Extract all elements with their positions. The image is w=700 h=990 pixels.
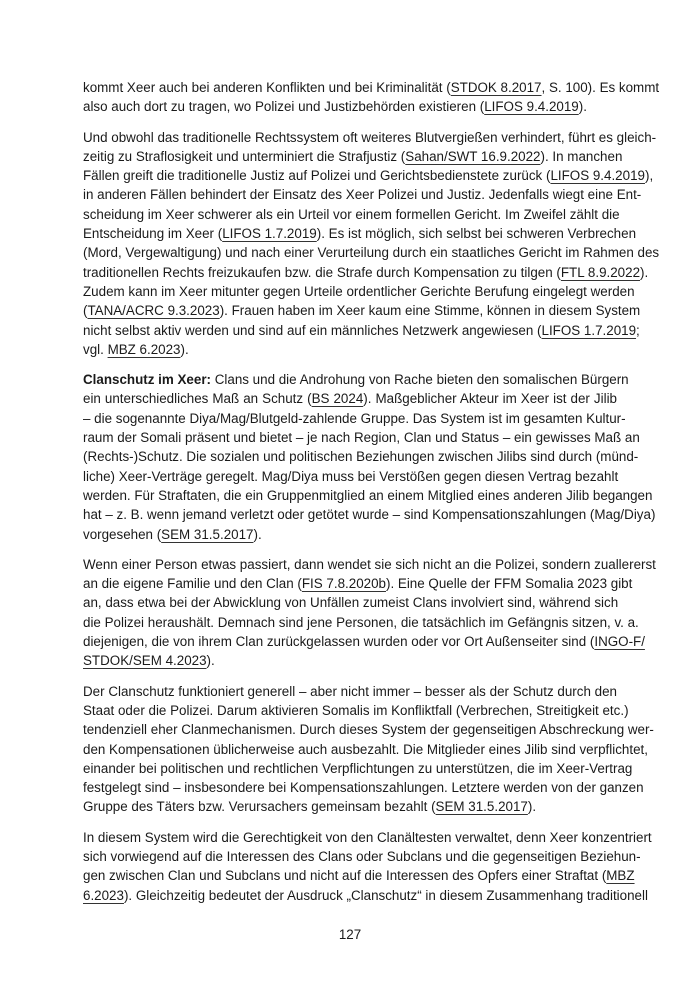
body-text: ). <box>527 799 537 815</box>
text-line <box>83 740 648 759</box>
body-text: ), <box>644 168 654 184</box>
body-text: den Kompensationen üblicherweise auch ausbezahlt. Die Mitglieder eines Jilib sind verpflichtet, <box>83 741 648 757</box>
text-line <box>83 555 656 574</box>
text-line <box>83 886 648 905</box>
text-line <box>83 128 657 147</box>
text-line <box>83 651 617 670</box>
citation-link[interactable]: LIFOS 9.4.2019 <box>484 99 579 115</box>
body-text: traditionellen Rechts freizukaufen bzw. die Strafe durch Kompensation zu tilgen ( <box>83 264 561 280</box>
text-line <box>83 525 617 544</box>
text-line <box>83 574 633 593</box>
text-line <box>83 866 635 885</box>
citation-link[interactable]: TANA/ACRC 9.3.2023 <box>87 303 220 319</box>
citation-link[interactable]: STDOK/SEM 4.2023 <box>83 653 207 669</box>
body-text: diejenigen, die von ihrem Clan zurückgelassen wurden oder vor Ort Außenseiter sind ( <box>83 634 595 650</box>
body-text: liche) Xeer-Verträge geregelt. Mag/Diya muss bei Verstößen gegen diesen Vertrag bezahlt <box>83 468 619 484</box>
page-number: 127 <box>338 927 362 942</box>
citation-link[interactable]: SEM 31.5.2017 <box>435 799 528 815</box>
citation-link[interactable]: Sahan/SWT 16.9.2022 <box>405 148 541 164</box>
citation-link[interactable]: FIS 7.8.2020b <box>301 576 386 592</box>
body-text: Clans und die Androhung von Rache bieten den somalischen Bürgern <box>211 372 629 388</box>
text-line <box>83 486 653 505</box>
body-text: vorgesehen ( <box>83 526 162 542</box>
body-text: Entscheidung im Xeer ( <box>83 226 223 242</box>
document-body <box>83 78 660 916</box>
citation-link[interactable]: LIFOS 9.4.2019 <box>550 168 645 184</box>
body-text: Gruppe des Täters bzw. Verursachers gemeinsam bezahlt ( <box>83 799 436 815</box>
body-text: ein unterschiedliches Maß an Schutz ( <box>83 391 312 407</box>
paragraph <box>83 555 656 671</box>
citation-link[interactable]: SEM 31.5.2017 <box>161 526 254 542</box>
body-text: (Rechts-)Schutz. Die sozialen und politischen Beziehungen zwischen Jilibs sind durch (münd- <box>83 449 639 465</box>
text-line <box>83 778 644 797</box>
body-text: ( <box>83 303 88 319</box>
body-text: ). Es ist möglich, sich selbst bei schweren Verbrechen <box>316 226 637 242</box>
body-text: an, dass etwa bei der Abwicklung von Unfällen zumeist Clans involviert sind, während sich <box>83 595 619 611</box>
body-text: die Polizei heraushält. Demnach sind jene Personen, die tatsächlich im Gefängnis sitzen, v. a. <box>83 614 639 630</box>
text-line <box>83 301 641 320</box>
text-line <box>83 243 660 262</box>
body-text: kommt Xeer auch bei anderen Konflikten und bei Kriminalität ( <box>83 80 451 95</box>
citation-link[interactable]: INGO-F/ <box>594 634 645 650</box>
text-line <box>83 409 626 428</box>
text-line <box>83 682 617 701</box>
text-line <box>83 321 640 340</box>
text-line <box>83 389 617 408</box>
citation-link[interactable]: BS 2024 <box>311 391 364 407</box>
body-text: an die eigene Familie und den Clan ( <box>83 576 302 592</box>
text-line <box>83 797 617 816</box>
body-text: Staat oder die Polizei. Darum aktivieren Somalis im Konfliktfall (Verbrechen, Streitigkeit etc.) <box>83 702 629 718</box>
body-text: In diesem System wird die Gerechtigkeit von den Clanältesten verwaltet, denn Xeer konzentriert <box>83 829 652 845</box>
citation-link[interactable]: 6.2023 <box>83 887 124 903</box>
body-text: hat – z. B. wenn jemand verletzt oder getötet wurde – sind Kompensationszahlungen (Mag/Diya) <box>83 507 656 523</box>
body-text: – die sogenannte Diya/Mag/Blutgeld-zahlende Gruppe. Das System ist im gesamten Kultur- <box>83 410 626 426</box>
body-text: ; <box>636 322 640 338</box>
text-line <box>83 147 623 166</box>
text-line <box>83 370 629 389</box>
citation-link[interactable]: MBZ 6.2023 <box>107 341 181 357</box>
text-line <box>83 263 649 282</box>
paragraph <box>83 370 656 544</box>
body-text: ). Maßgeblicher Akteur im Xeer ist der Jilib <box>363 391 617 407</box>
citation-link[interactable]: FTL 8.9.2022 <box>560 264 641 280</box>
text-line <box>83 613 639 632</box>
paragraph <box>83 682 654 817</box>
paragraph <box>83 128 660 360</box>
body-text: einander bei politischen und rechtlichen Verpflichtungen zu unterstützen, die im Xeer-Vertrag <box>83 760 633 776</box>
citation-link[interactable]: MBZ <box>606 868 635 884</box>
body-text: Zudem kann im Xeer mitunter gegen Urteile ordentlicher Gerichte Berufung eingelegt werden <box>83 283 635 299</box>
body-text: also auch dort zu tragen, wo Polizei und Justizbehörden existieren ( <box>83 99 485 115</box>
body-text: Wenn einer Person etwas passiert, dann wendet sie sich nicht an die Polizei, sondern zuallererst <box>83 556 656 572</box>
text-line <box>83 428 640 447</box>
paragraph <box>83 828 652 905</box>
body-text: festgelegt sind – insbesondere bei Kompensationszahlungen. Letztere werden von der ganzen <box>83 780 644 796</box>
body-text: Und obwohl das traditionelle Rechtssystem oft weiteres Blutvergießen verhindert, führt es gleich- <box>83 129 657 145</box>
body-text: ). <box>180 341 189 357</box>
body-text: ). <box>253 526 262 542</box>
text-line <box>83 632 645 651</box>
text-line <box>83 828 652 847</box>
body-text: ). Eine Quelle der FFM Somalia 2023 gibt <box>385 576 633 592</box>
body-text: tendenziell eher Clanmechanismen. Durch dieses System der gegenseitigen Abschreckung wer- <box>83 722 654 738</box>
body-text: ). Gleichzeitig bedeutet der Ausdruck „Clanschutz“ in diesem Zusammenhang traditionell <box>123 887 648 903</box>
citation-link[interactable]: LIFOS 1.7.2019 <box>222 226 317 242</box>
text-line <box>83 467 617 486</box>
text-line <box>83 447 639 466</box>
text-line <box>83 340 617 359</box>
body-text: ). <box>578 99 587 115</box>
body-text: raum der Somali präsent und bietet – je nach Region, Clan und Status – ein gewisses Maß an <box>83 430 640 446</box>
body-text: sich vorwiegend auf die Interessen des Clans oder Subclans und die gegenseitigen Beziehun- <box>83 848 641 864</box>
citation-link[interactable]: STDOK 8.2017 <box>450 80 542 95</box>
text-line <box>83 847 641 866</box>
body-text: werden. Für Straftaten, die ein Gruppenmitglied an einem Mitglied eines anderen Jilib begangen <box>83 487 653 503</box>
section-heading: Clanschutz im Xeer: <box>83 372 211 388</box>
body-text: , S. 100). Es kommt <box>541 80 660 95</box>
body-text: ). <box>206 653 215 669</box>
text-line <box>83 205 620 224</box>
body-text: vgl. <box>83 341 108 357</box>
body-text: gen zwischen Clan und Subclans und nicht auf die Interessen des Opfers einer Straftat ( <box>83 868 607 884</box>
text-line <box>83 701 629 720</box>
body-text: scheidung im Xeer schwerer als ein Urteil vor einem formellen Gericht. Im Zweifel zählt die <box>83 206 620 222</box>
text-line <box>83 97 617 116</box>
body-text: ). In manchen <box>540 148 623 164</box>
text-line <box>83 282 635 301</box>
text-line <box>83 505 656 524</box>
body-text: zeitig zu Straflosigkeit und unterminiert die Strafjustiz ( <box>83 148 406 164</box>
body-text: in anderen Fällen behindert der Einsatz des Xeer Polizei und Justiz. Jedenfalls wiegt eine Ent- <box>83 187 642 203</box>
text-line <box>83 593 617 612</box>
text-line <box>83 185 642 204</box>
body-text: ). <box>640 264 649 280</box>
body-text: (Mord, Vergewaltigung) und nach einer Verurteilung durch ein staatliches Gericht im Rahmen des <box>83 245 660 261</box>
text-line <box>83 759 633 778</box>
body-text: Der Clanschutz funktioniert generell – aber nicht immer – besser als der Schutz durch den <box>83 683 617 699</box>
text-line <box>83 720 654 739</box>
text-line <box>83 166 654 185</box>
body-text: ). Frauen haben im Xeer kaum eine Stimme, können in diesem System <box>219 303 641 319</box>
paragraph <box>83 78 660 117</box>
citation-link[interactable]: LIFOS 1.7.2019 <box>541 322 637 338</box>
body-text: nicht selbst aktiv werden und sind auf ein männliches Netzwerk angewiesen ( <box>83 322 542 338</box>
text-line <box>83 78 660 97</box>
body-text: Fällen greift die traditionelle Justiz auf Polizei und Gerichtsbedienstete zurück ( <box>83 168 551 184</box>
text-line <box>83 224 637 243</box>
